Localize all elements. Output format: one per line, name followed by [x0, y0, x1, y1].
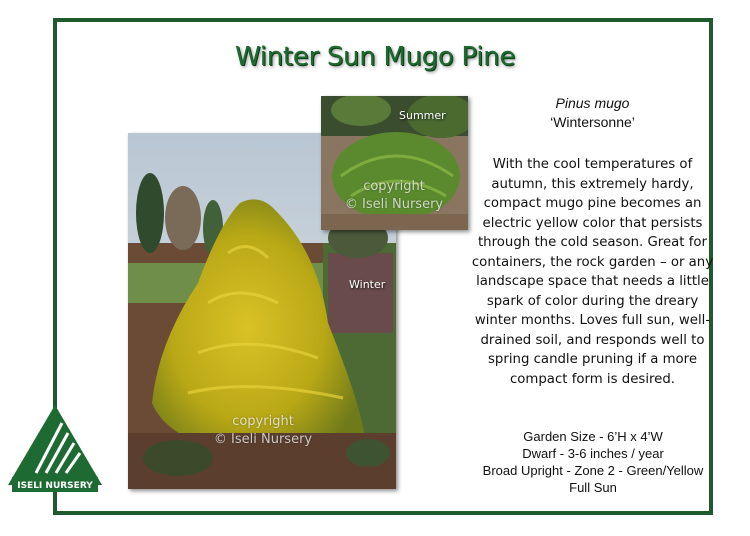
spec-form-zone-color: Broad Upright - Zone 2 - Green/Yellow [482, 463, 704, 478]
summer-photo [321, 96, 468, 230]
cultivar-name: ‘Wintersonne’ [550, 114, 635, 130]
winter-label: Winter [349, 278, 386, 291]
winter-watermark-line2: © Iseli Nursery [213, 432, 313, 447]
iseli-tree-logo-icon [6, 403, 104, 495]
spec-growth-rate: Dwarf - 3-6 inches / year [522, 446, 664, 461]
winter-watermark-line1: copyright [232, 414, 294, 429]
summer-label: Summer [399, 109, 446, 122]
iseli-nursery-logo [6, 403, 104, 495]
summer-watermark [329, 178, 459, 214]
logo-text: ISELI NURSERY [17, 481, 93, 491]
plant-description: With the cool temperatures of autumn, this extremely hardy, compact mugo pine becomes an electric yellow color that persists through the cold season. Great for containers, the rock garden – or any landscape space that needs a little spark of color during the dreary winter months. Loves full sun, well-drained soil, and responds well to spring candle pruning if a more compact form is desired. [471, 157, 714, 387]
spec-exposure: Full Sun [569, 480, 617, 495]
scientific-name: Pinus mugo [555, 95, 630, 111]
page-title: Winter Sun Mugo Pine [234, 42, 516, 72]
summer-watermark-line2: © Iseli Nursery [344, 197, 444, 212]
winter-watermark [198, 413, 328, 449]
summer-watermark-line1: copyright [363, 179, 425, 194]
botanical-name-block [470, 94, 715, 132]
plant-specs [458, 428, 728, 496]
spec-garden-size: Garden Size - 6’H x 4’W [523, 429, 663, 444]
